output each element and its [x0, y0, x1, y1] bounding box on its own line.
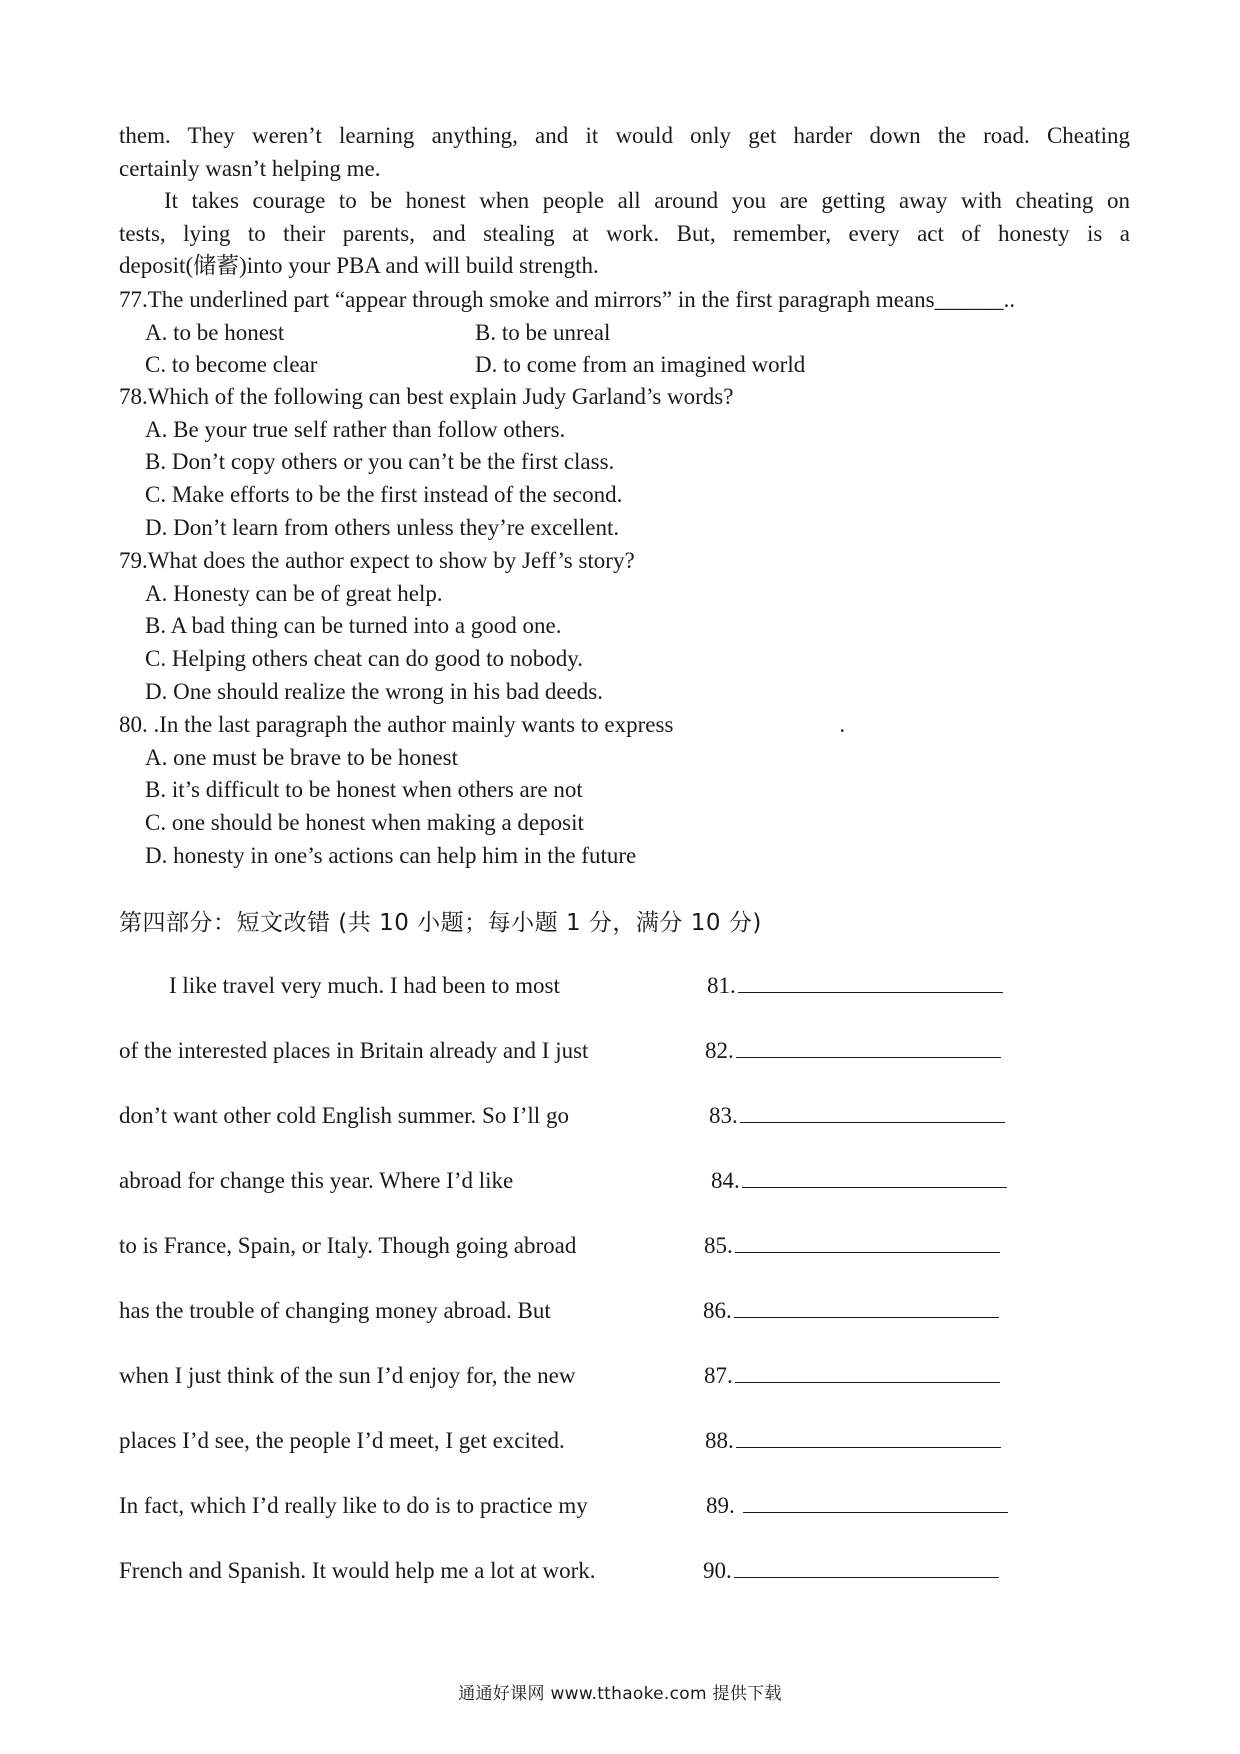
option-row: [119, 317, 1015, 350]
answer-blank[interactable]: [735, 1360, 1000, 1383]
error-line-text: French and Spanish. It would help me a lot at work.: [119, 1558, 596, 1583]
answer-number: 84.: [711, 1168, 740, 1193]
error-line-text: of the interested places in Britain already and I just: [119, 1038, 589, 1063]
answer-number: 85.: [704, 1233, 733, 1258]
answer-blank[interactable]: [735, 1230, 1000, 1253]
option-a: A. one must be brave to be honest: [145, 744, 458, 770]
option-b: B. to be unreal: [475, 319, 611, 345]
error-correction-row: [119, 1165, 1019, 1197]
answer-number: 89.: [706, 1493, 741, 1518]
option-c: C. Make efforts to be the first instead of the second.: [145, 482, 623, 508]
error-correction-row: [119, 1490, 1019, 1522]
answer-field[interactable]: [707, 970, 1003, 1002]
error-line-text: In fact, which I’d really like to do is to practice my: [119, 1493, 588, 1518]
option-b: B. A bad thing can be turned into a good one.: [145, 613, 562, 639]
answer-blank[interactable]: [743, 1490, 1008, 1513]
answer-field[interactable]: [705, 1035, 1001, 1067]
error-correction-row: [119, 1360, 1019, 1392]
question-stem-end: .: [839, 712, 846, 737]
question-80: [119, 709, 845, 873]
question-79: [119, 545, 635, 709]
error-line-text: I like travel very much. I had been to most: [169, 973, 560, 998]
question-stem: 79.What does the author expect to show by Jeff’s story?: [119, 548, 635, 573]
error-correction-row: [119, 1425, 1019, 1457]
passage-line: certainly wasn’t helping me.: [119, 155, 381, 181]
answer-blank[interactable]: [734, 1295, 999, 1318]
passage-line: them. They weren’t learning anything, and it would only get harder down the road. Cheating: [119, 123, 1130, 148]
error-line-text: when I just think of the sun I’d enjoy for, the new: [119, 1363, 576, 1388]
passage-paragraph-1: [119, 120, 1130, 185]
option-c: C. one should be honest when making a deposit: [145, 810, 584, 836]
error-correction-row: [119, 1035, 1019, 1067]
error-line-text: don’t want other cold English summer. So I’ll go: [119, 1103, 569, 1128]
error-line-text: abroad for change this year. Where I’d like: [119, 1168, 514, 1193]
passage-line: It takes courage to be honest when people all around you are getting away with cheating on: [164, 188, 1130, 213]
option-d: D. One should realize the wrong in his bad deeds.: [145, 678, 603, 704]
passage-paragraph-2: [119, 185, 1130, 283]
answer-blank[interactable]: [734, 1555, 999, 1578]
answer-field[interactable]: [704, 1230, 1000, 1262]
answer-number: 86.: [703, 1298, 732, 1323]
answer-field[interactable]: [703, 1555, 999, 1587]
answer-number: 83.: [709, 1103, 738, 1128]
option-b: B. it’s difficult to be honest when others are not: [145, 777, 583, 803]
answer-number: 87.: [704, 1363, 733, 1388]
answer-number: 82.: [705, 1038, 734, 1063]
option-d: D. Don’t learn from others unless they’re excellent.: [145, 514, 620, 540]
option-c: C. Helping others cheat can do good to nobody.: [145, 646, 583, 672]
answer-blank[interactable]: [740, 1100, 1005, 1123]
answer-number: 90.: [703, 1558, 732, 1583]
answer-field[interactable]: [703, 1295, 999, 1327]
answer-field[interactable]: [709, 1100, 1005, 1132]
page-footer: 通通好课网 www.tthaoke.com 提供下载: [458, 1684, 782, 1704]
answer-blank[interactable]: [736, 1425, 1001, 1448]
section-heading: 第四部分：短文改错 (共 10 小题；每小题 1 分，满分 10 分): [119, 910, 762, 936]
error-correction-row: [119, 1555, 1019, 1587]
answer-field[interactable]: [711, 1165, 1007, 1197]
question-stem: 78.Which of the following can best explain Judy Garland’s words?: [119, 384, 734, 409]
answer-number: 81.: [707, 973, 736, 998]
answer-field[interactable]: [706, 1490, 1008, 1522]
error-correction-row: [119, 970, 1019, 1002]
option-a: A. to be honest: [145, 319, 285, 345]
answer-blank[interactable]: [736, 1035, 1001, 1058]
option-d: D. to come from an imagined world: [475, 352, 806, 378]
option-b: B. Don’t copy others or you can’t be the first class.: [145, 449, 615, 475]
option-a: A. Be your true self rather than follow others.: [145, 416, 566, 442]
option-a: A. Honesty can be of great help.: [145, 580, 443, 606]
option-row: [119, 349, 1015, 382]
answer-field[interactable]: [704, 1360, 1000, 1392]
passage-line: tests, lying to their parents, and stealing at work. But, remember, every act of honesty is a: [119, 220, 1130, 246]
question-stem-text: 80. .In the last paragraph the author mainly wants to express: [119, 712, 674, 737]
question-77: [119, 284, 1015, 382]
answer-blank[interactable]: [742, 1165, 1007, 1188]
error-correction-row: [119, 1230, 1019, 1262]
passage-line: deposit(储蓄)into your PBA and will build strength.: [119, 253, 599, 278]
question-stem: [119, 709, 845, 742]
answer-blank[interactable]: [738, 970, 1003, 993]
question-stem: 77.The underlined part “appear through smoke and mirrors” in the first paragraph means______..: [119, 287, 1016, 312]
question-78: [119, 381, 733, 545]
error-line-text: places I’d see, the people I’d meet, I get excited.: [119, 1428, 565, 1453]
answer-number: 88.: [705, 1428, 734, 1453]
option-c: C. to become clear: [145, 352, 318, 378]
error-line-text: has the trouble of changing money abroad. But: [119, 1298, 551, 1323]
error-line-text: to is France, Spain, or Italy. Though going abroad: [119, 1233, 577, 1258]
answer-field[interactable]: [705, 1425, 1001, 1457]
error-correction-row: [119, 1100, 1019, 1132]
error-correction-row: [119, 1295, 1019, 1327]
option-d: D. honesty in one’s actions can help him in the future: [145, 842, 637, 868]
